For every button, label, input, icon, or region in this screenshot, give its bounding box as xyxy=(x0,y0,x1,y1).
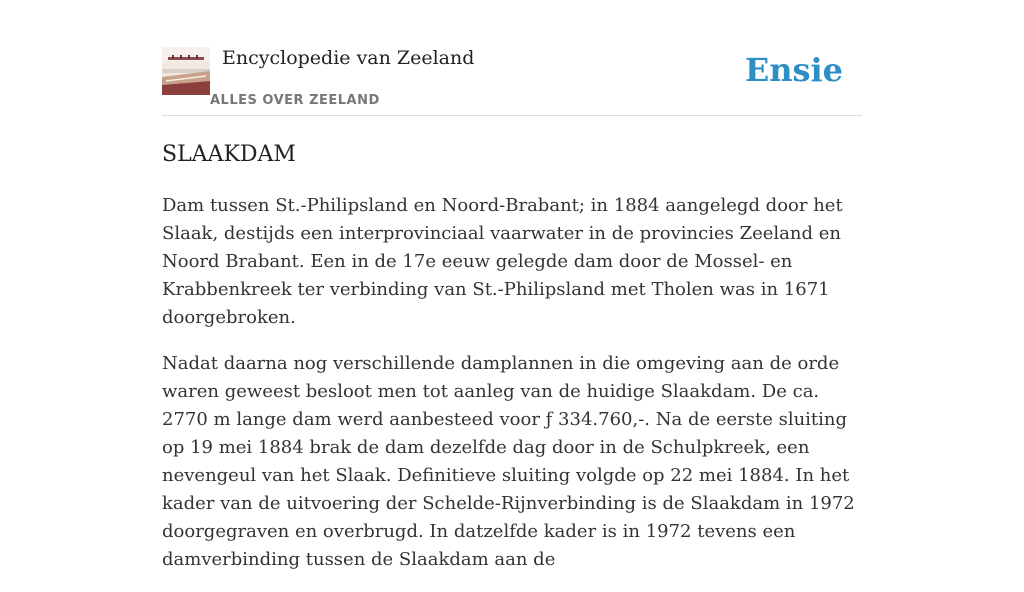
site-header xyxy=(162,44,862,116)
article-title: SLAAKDAM xyxy=(162,142,296,167)
brand-logo[interactable]: Ensie xyxy=(744,51,843,89)
article-paragraph: Dam tussen St.-Philipsland en Noord-Brabant; in 1884 aangelegd door het Slaak, destijds een interprovinciaal vaarwater in de provincies Zeeland en Noord Brabant. Een in de 17e eeuw gelegde dam door de Mossel- en Krabbenkreek ter verbinding van St.-Philipsland met Tholen was in 1671 doorgebroken. xyxy=(162,195,843,328)
site-avatar[interactable] xyxy=(162,47,210,95)
avatar-image xyxy=(162,47,210,95)
article-body xyxy=(162,192,862,592)
site-name[interactable]: Encyclopedie van Zeeland xyxy=(222,47,475,69)
site-tagline: ALLES OVER ZEELAND xyxy=(210,93,380,108)
article-paragraph: Nadat daarna nog verschillende damplannen in die omgeving aan de orde waren geweest besloot men tot aanleg van de huidige Slaakdam. De ca. 2770 m lange dam werd aanbesteed voor ƒ 334.760,-. Na de eerste sluiting op 19 mei 1884 brak de dam dezelfde dag door in de Schulpkreek, een nevengeul van het Slaak. Definitieve sluiting volgde op 22 mei 1884. In het kader van de uitvoering der Schelde-Rijnverbinding is de Slaakdam in 1972 doorgegraven en overbrugd. In datzelfde kader is in 1972 tevens een damverbinding tussen de Slaakdam aan de xyxy=(162,353,855,570)
